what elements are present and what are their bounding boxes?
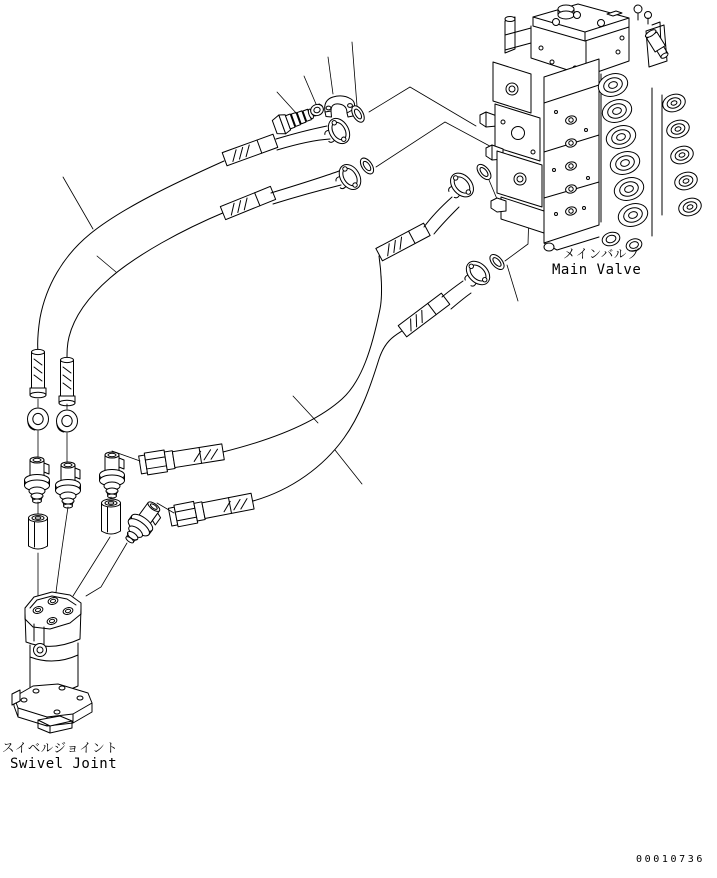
o-ring-2: [358, 156, 377, 176]
swivel-fittings: [25, 399, 175, 617]
o-ring-4: [487, 252, 506, 272]
flange-bolt: [271, 104, 316, 137]
ring-nut-2: [57, 410, 78, 432]
main-valve-label: [552, 247, 641, 278]
elbow-fitting-2: [56, 462, 81, 508]
swivel-joint-label-en: Swivel Joint: [10, 755, 118, 772]
adapter-fitting-2: [102, 499, 121, 534]
swivel-joint-label: [2, 741, 118, 772]
swivel-joint-drawing: [12, 592, 92, 733]
swivel-joint-label-jp: スイベルジョイント: [2, 740, 119, 755]
elbow-fitting-1: [25, 457, 50, 503]
split-flange-clamp: [325, 96, 355, 117]
adapter-fitting-1: [29, 514, 48, 549]
elbow-fitting-3: [100, 452, 125, 498]
elbow-fitting-4: [118, 497, 165, 549]
hose-middle-upper: [138, 162, 493, 476]
main-valve-label-en: Main Valve: [552, 261, 642, 278]
hose-upper-outer: [30, 115, 354, 398]
main-valve-drawing: [480, 4, 704, 253]
document-number: 00010736: [636, 854, 705, 865]
hose-middle-lower: [168, 252, 507, 528]
o-ring-3: [474, 162, 493, 182]
leader-lines: [63, 42, 529, 484]
ring-nut-1: [28, 408, 49, 430]
hose-upper-inner: [59, 156, 376, 406]
main-valve-label-jp: メインバルブ: [563, 246, 640, 261]
